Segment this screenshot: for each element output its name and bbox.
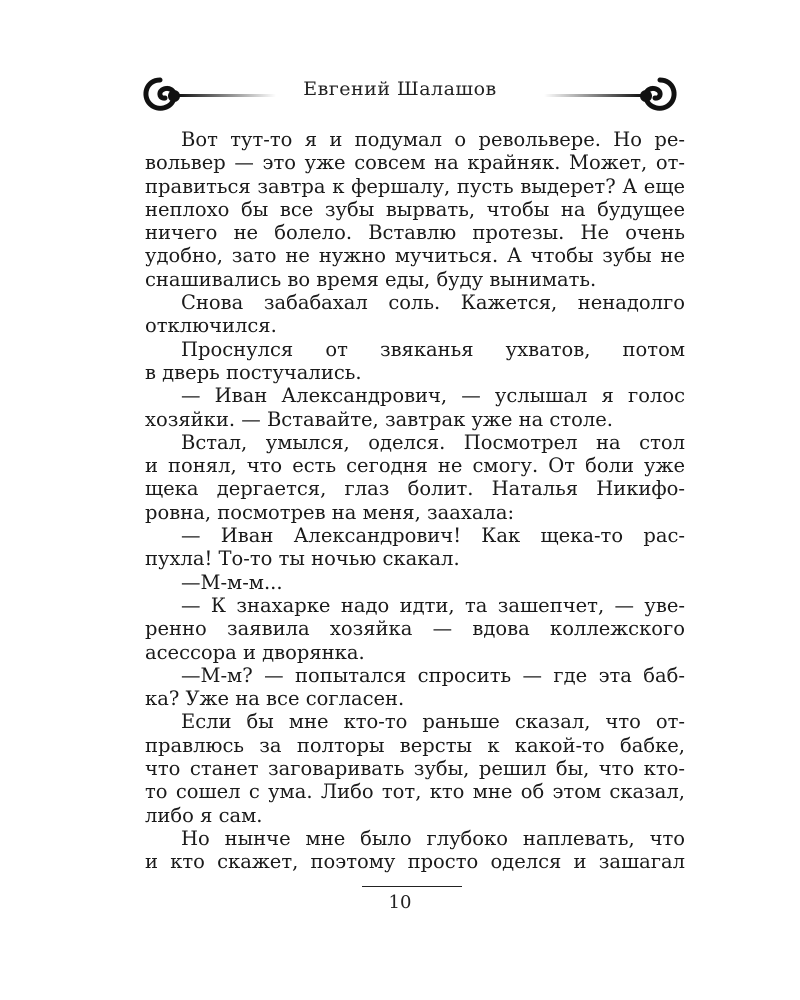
text-line: ка? Уже на все согласен. bbox=[145, 687, 405, 711]
text-line: ровна, посмотрев на меня, заахала: bbox=[145, 500, 515, 524]
text-line: асессора и дворянка. bbox=[145, 640, 365, 664]
text-line: Встал, умылся, оделся. Посмотрел на стол bbox=[181, 430, 685, 454]
text-line: неплохо бы все зубы вырвать, чтобы на будущее bbox=[145, 197, 685, 221]
text-line: и понял, что есть сегодня не смогу. От боли уже bbox=[145, 454, 685, 478]
text-line: удобно, зато не нужно мучиться. А чтобы зубы не bbox=[145, 244, 685, 268]
text-line: в дверь постучались. bbox=[145, 360, 362, 384]
scroll-ornament-icon bbox=[542, 72, 682, 116]
text-line: — Иван Александрович! Как щека-то рас- bbox=[181, 524, 685, 548]
text-line: отключился. bbox=[145, 314, 277, 338]
text-line: Снова забабахал соль. Кажется, ненадолго bbox=[181, 291, 685, 315]
text-line: — К знахарке надо идти, та зашепчет, — уве- bbox=[181, 593, 685, 617]
text-line: и кто скажет, поэтому просто оделся и зашагал bbox=[145, 850, 685, 874]
page-number: 10 bbox=[388, 892, 412, 913]
text-line: —М-м? — попытался спросить — где эта баб- bbox=[181, 663, 685, 687]
text-line: вольвер — это уже совсем на крайняк. Может, от- bbox=[145, 151, 685, 175]
text-line: ничего не болело. Вставлю протезы. Не очень bbox=[145, 221, 685, 245]
running-title: Евгений Шалашов bbox=[303, 78, 497, 100]
text-line: Проснулся от звяканья ухватов, потом bbox=[181, 337, 685, 361]
text-line: хозяйки. — Вставайте, завтрак уже на столе. bbox=[145, 407, 614, 431]
text-line: —М-м-м... bbox=[181, 570, 283, 594]
text-line: ренно заявила хозяйка — вдова коллежского bbox=[145, 617, 685, 641]
text-line: что станет заговаривать зубы, решил бы, что кто- bbox=[145, 757, 685, 781]
text-line: то сошел с ума. Либо тот, кто мне об этом сказал, bbox=[145, 780, 685, 804]
text-line: правиться завтра к фершалу, пусть выдерет? А еще bbox=[145, 174, 685, 198]
text-line: Если бы мне кто-то раньше сказал, что от- bbox=[181, 710, 685, 734]
text-line: снашивались во время еды, буду вынимать. bbox=[145, 267, 597, 291]
text-line: Но нынче мне было глубоко наплевать, что bbox=[181, 826, 685, 850]
text-line: щека дергается, глаз болит. Наталья Никифо- bbox=[145, 477, 685, 501]
text-line: — Иван Александрович, — услышал я голос bbox=[181, 384, 685, 408]
footer-rule bbox=[362, 886, 462, 887]
page-header bbox=[0, 64, 800, 124]
text-line: правлюсь за полторы версты к какой-то бабке, bbox=[145, 733, 685, 757]
text-line: пухла! То-то ты ночью скакал. bbox=[145, 547, 460, 571]
text-line: Вот тут-то я и подумал о револьвере. Но ре- bbox=[181, 128, 685, 151]
text-line: либо я сам. bbox=[145, 803, 263, 827]
body-text bbox=[145, 128, 685, 874]
